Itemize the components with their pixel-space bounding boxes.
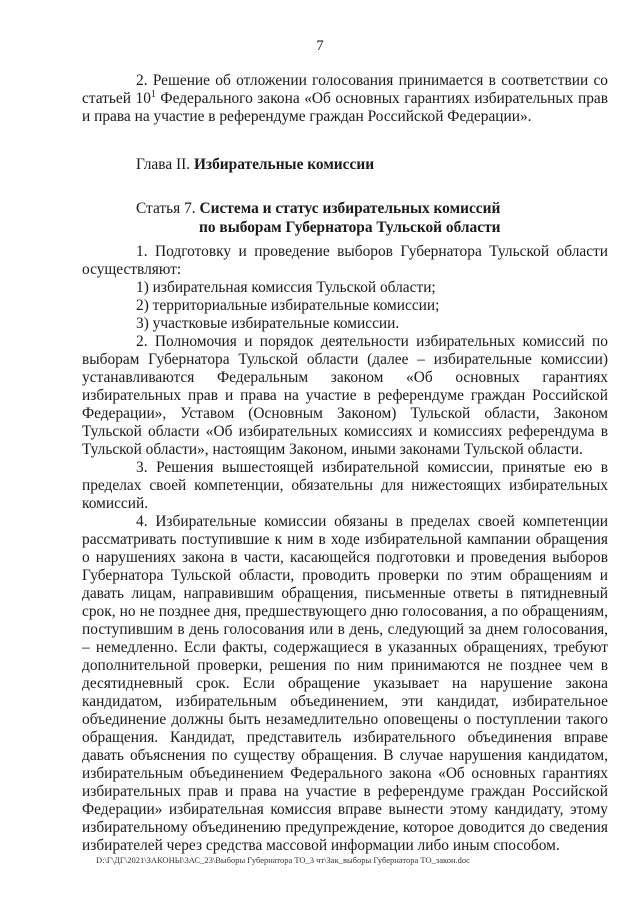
list-item-2: 2) территориальные избирательные комиссии; — [136, 297, 440, 314]
chapter-title: Избирательные комиссии — [193, 156, 375, 173]
article-title-line1: Система и статус избирательных комиссий — [199, 200, 501, 217]
list-item-3: 3) участковые избирательные комиссии. — [136, 315, 400, 332]
document-file-path: D:\Г\ДГ\2021\ЗАКОНЫ\ЗАС_23\Выборы Губернатора ТО_3 чт\Зак_выборы Губернатора ТО_закон.doc — [96, 855, 470, 865]
section-2-paragraph — [82, 72, 608, 126]
article-heading-line1 — [136, 199, 606, 218]
section-2-superscript: 1 — [150, 88, 156, 100]
page-number: 7 — [316, 38, 324, 54]
article-prefix: Статья 7. — [136, 200, 200, 217]
section-2-text-before: 2. Решение об отложении голосования принимается в соответствии со статьей 10 — [82, 72, 608, 107]
paragraph-2: 2. Полномочия и порядок деятельности избирательных комиссий по выборам Губернатора Тульской области (далее – избирательные комиссии) устанавливаются Федеральным законом «Об основных гарантиях избирательных прав и права на участие в референдуме граждан Российской Федерации», Уставом (Основным Законом) Тульской области, Законом Тульской области «Об избирательных комиссиях и комиссиях референдума в Тульской области», настоящим Законом, иными законами Тульской области. — [82, 333, 608, 458]
paragraph-1: 1. Подготовку и проведение выборов Губернатора Тульской области осуществляют: — [82, 243, 608, 278]
chapter-heading — [136, 156, 374, 174]
chapter-prefix: Глава II. — [136, 156, 194, 173]
article-title-line2: по выборам Губернатора Тульской области — [199, 219, 501, 236]
article-heading — [136, 199, 606, 237]
list-item-1: 1) избирательная комиссия Тульской области; — [136, 279, 436, 296]
paragraph-4: 4. Избирательные комиссии обязаны в пределах своей компетенции рассматривать поступившие к ним в ходе избирательной кампании обращения о нарушениях закона в части, касающейся подготовки и проведения выборов Губернатора Тульской области, проводить проверки по этим обращениям и давать лицам, направившим обращения, письменные ответы в пятидневный срок, но не позднее дня, предшествующего дню голосования, а по обращениям, поступившим в день голосования или в день, следующий за днем голосования, – немедленно. Если факты, содержащиеся в указанных обращениях, требуют дополнительной проверки, решения по ним принимаются не позднее чем в десятидневный срок. Если обращение указывает на нарушение закона кандидатом, избирательным объединением, эти кандидат, избирательное объединение должны быть незамедлительно оповещены о поступлении такого обращения. Кандидат, представитель избирательного объединения вправе давать объяснения по существу обращения. В случае нарушения кандидатом, избирательным объединением Федерального закона «Об основных гарантиях избирательных прав и права на участие в референдуме граждан Российской Федерации» избирательная комиссия вправе вынести этому кандидату, этому избирательному объединению предупреждение, которое доводится до сведения избирателей через средства массовой информации либо иным способом. — [82, 513, 608, 854]
paragraph-3: 3. Решения вышестоящей избирательной комиссии, принятые ею в пределах своей компетенции, обязательны для нижестоящих избирательных комиссий. — [82, 459, 608, 512]
section-2-text-after: Федерального закона «Об основных гарантиях избирательных прав и права на участие в референдуме граждан Российской Федерации». — [82, 90, 608, 125]
article-body — [82, 243, 608, 855]
article-heading-line2 — [136, 218, 606, 237]
